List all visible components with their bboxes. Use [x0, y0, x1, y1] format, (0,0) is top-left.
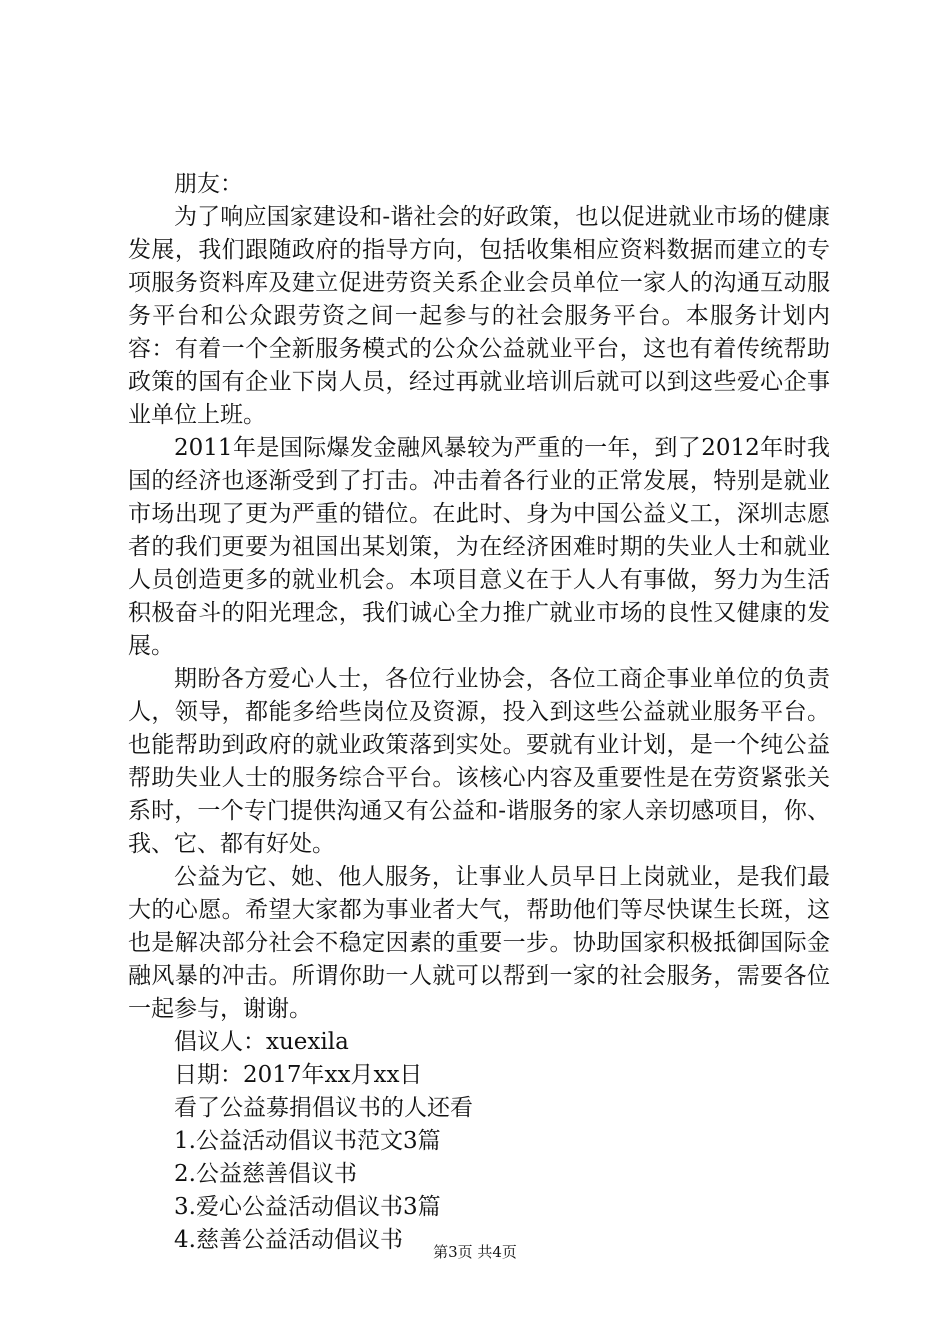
paragraph-1: 为了响应国家建设和-谐社会的好政策，也以促进就业市场的健康发展，我们跟随政府的指导方向，包括收集相应资料数据而建立的专项服务资料库及建立促进劳资关系企业会员单位一家人的沟通互动服务平台和公众跟劳资之间一起参与的社会服务平台。本服务计划内容：有着一个全新服务模式的公众公益就业平台，这也有着传统帮助政策的国有企业下岗人员，经过再就业培训后就可以到这些爱心企事业单位上班。 — [128, 204, 830, 428]
signer: 倡议人：xuexila — [174, 1029, 349, 1055]
page-footer: 第3页 共4页 — [433, 1243, 517, 1261]
related-item-1[interactable]: 1.公益活动倡议书范文3篇 — [174, 1128, 441, 1154]
paragraph-2: 2011年是国际爆发金融风暴较为严重的一年，到了2012年时我国的经济也逐渐受到了打击。冲击着各行业的正常发展，特别是就业市场出现了更为严重的错位。在此时、身为中国公益义工，深圳志愿者的我们更要为祖国出某划策，为在经济困难时期的失业人士和就业人员创造更多的就业机会。本项目意义在于人人有事做，努力为生活积极奋斗的阳光理念，我们诚心全力推广就业市场的良性又健康的发展。 — [128, 435, 830, 659]
document-body — [128, 168, 830, 1257]
related-item-3[interactable]: 3.爱心公益活动倡议书3篇 — [174, 1194, 441, 1220]
paragraph-4: 公益为它、她、他人服务，让事业人员早日上岗就业，是我们最大的心愿。希望大家都为事业者大气，帮助他们等尽快谋生长斑，这也是解决部分社会不稳定因素的重要一步。协助国家积极抵御国际金融风暴的冲击。所谓你助一人就可以帮到一家的社会服务，需要各位一起参与，谢谢。 — [128, 864, 830, 1022]
related-heading: 看了公益募捐倡议书的人还看 — [174, 1095, 473, 1121]
date: 日期：2017年xx月xx日 — [174, 1062, 423, 1088]
related-item-2[interactable]: 2.公益慈善倡议书 — [174, 1161, 357, 1187]
paragraph-3: 期盼各方爱心人士，各位行业协会，各位工商企事业单位的负责人，领导，都能多给些岗位及资源，投入到这些公益就业服务平台。也能帮助到政府的就业政策落到实处。要就有业计划，是一个纯公益帮助失业人士的服务综合平台。该核心内容及重要性是在劳资紧张关系时，一个专门提供沟通又有公益和-谐服务的家人亲切感项目，你、我、它、都有好处。 — [128, 666, 830, 857]
salutation: 朋友： — [174, 171, 243, 197]
related-item-4[interactable]: 4.慈善公益活动倡议书 — [174, 1227, 403, 1253]
